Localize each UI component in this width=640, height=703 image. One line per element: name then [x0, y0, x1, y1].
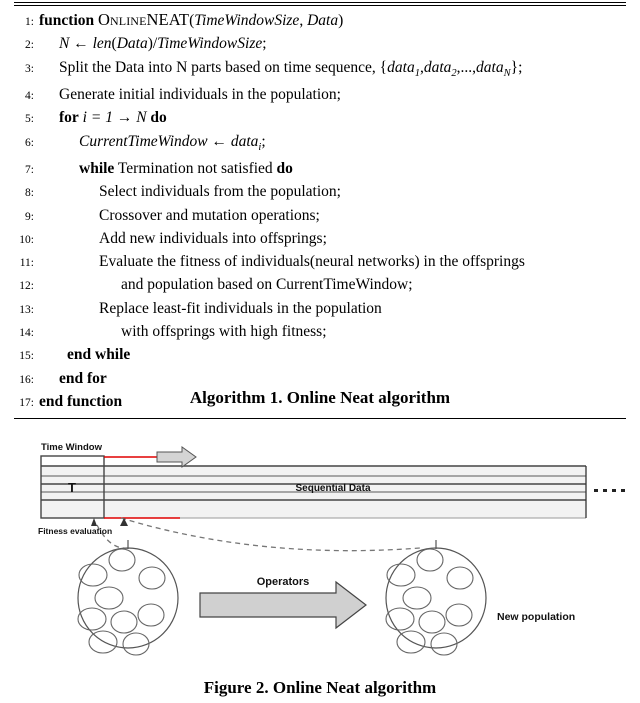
algorithm-caption: Algorithm 1. Online Neat algorithm	[189, 388, 451, 407]
sequential-data-label: Sequential Data	[295, 483, 371, 494]
line-number: 11:	[19, 257, 34, 270]
line-content: Crossover and mutation operations;	[99, 206, 320, 224]
algorithm-line-8	[0, 181, 640, 204]
semicolon: ;	[262, 35, 267, 53]
line-number: 12:	[19, 280, 34, 293]
fn-len: len	[92, 35, 112, 53]
line-content: Generate initial individuals in the population;	[59, 85, 341, 103]
while-condition: Termination not satisfied	[117, 159, 273, 177]
line-content: Split the Data into N parts based on time sequence, {data$_1$,data$_2$,...,data$_N$};	[59, 58, 523, 79]
keyword-while: while	[79, 159, 115, 177]
line-number: 15:	[19, 350, 34, 363]
time-window-box-label: T	[68, 480, 76, 495]
var-n: N	[59, 35, 70, 53]
line-number: 17:	[19, 396, 34, 409]
keyword-for: for	[59, 109, 79, 127]
population-left	[78, 548, 178, 655]
algorithm-line-15	[0, 344, 640, 367]
keyword-do: do	[276, 159, 293, 177]
algorithm-line-5	[0, 107, 640, 130]
line-number: 13:	[19, 303, 34, 316]
line-number: 10:	[19, 233, 34, 246]
data-i-sub: i	[258, 141, 262, 153]
line-content: end while	[67, 346, 131, 364]
line-number: 1:	[25, 16, 34, 28]
line-number: 5:	[25, 113, 34, 126]
algorithm-line-14	[0, 321, 640, 344]
individual-node	[139, 567, 165, 589]
data-1-sub: 1	[414, 67, 420, 79]
figure-diagram	[0, 430, 640, 675]
paren-close: )	[338, 12, 344, 29]
individual-node	[446, 604, 472, 626]
line-content: Evaluate the fitness of individuals(neural networks) in the offsprings	[99, 253, 525, 271]
algorithm-line-12	[0, 274, 640, 297]
line-content	[39, 107, 640, 128]
fitness-evaluation-label: Fitness evaluation	[38, 526, 113, 536]
line-number: 9:	[25, 210, 34, 223]
individual-node	[138, 604, 164, 626]
arg-data: Data	[116, 35, 148, 53]
line-number: 7:	[25, 163, 34, 176]
line-content: Select individuals from the population;	[99, 183, 341, 201]
algorithm-line-4	[0, 84, 640, 107]
keyword-function: function	[39, 12, 95, 29]
line-content: end function	[39, 392, 123, 410]
fitness-arrowhead-right	[120, 518, 128, 526]
line-content: with offsprings with high fitness;	[121, 323, 327, 341]
slide-arrow-icon	[157, 447, 196, 467]
algorithm-top-rule	[14, 2, 626, 3]
individual-node	[111, 611, 137, 633]
line-content: and population based on CurrentTimeWindow;	[121, 276, 413, 294]
algorithm-line-10	[0, 228, 640, 251]
fitness-evaluation-connectors	[97, 518, 420, 551]
assign-arrow: ←	[207, 132, 231, 150]
line-content	[39, 158, 640, 179]
keyword-do: do	[150, 109, 167, 127]
operators-label: Operators	[256, 576, 310, 588]
line-number: 6:	[25, 136, 34, 149]
data-2: data	[423, 58, 452, 76]
algorithm-line-6	[0, 131, 640, 158]
figure-caption: Figure 2. Online Neat algorithm	[203, 678, 437, 697]
algorithm-line-1	[0, 9, 640, 33]
procedure-name: OnlineNEAT	[98, 10, 190, 29]
individual-node	[89, 631, 117, 653]
individual-node	[431, 633, 457, 655]
data-n-sub: N	[503, 67, 511, 79]
arg-time-window-size: TimeWindowSize	[194, 12, 300, 29]
bar-ellipsis	[594, 489, 625, 492]
algorithm-line-2	[0, 33, 640, 56]
data-ellipsis: ,...,	[456, 58, 477, 76]
individual-node	[123, 633, 149, 655]
data-2-sub: 2	[451, 67, 457, 79]
line-content	[39, 9, 640, 31]
operators-arrow-icon	[200, 582, 366, 628]
line-content	[39, 33, 640, 54]
algorithm-lines	[0, 6, 640, 414]
algorithm-line-13	[0, 298, 640, 321]
split-text: Split the Data into N parts based on time sequence, {	[59, 58, 388, 76]
brace-close: };	[510, 58, 523, 76]
algorithm-line-11	[0, 251, 640, 274]
line-number: 4:	[25, 89, 34, 102]
individual-node	[417, 549, 443, 571]
data-i: data	[230, 132, 259, 150]
individual-node	[403, 587, 431, 609]
line-content: end for	[59, 369, 107, 387]
data-n: data	[476, 58, 504, 76]
line-number: 14:	[19, 327, 34, 340]
line-content	[39, 131, 640, 158]
individual-node	[109, 549, 135, 571]
algorithm-line-7	[0, 158, 640, 181]
fitness-arrowhead-left	[91, 518, 97, 526]
paren-open: (	[111, 35, 117, 53]
individual-node	[447, 567, 473, 589]
algorithm-line-9	[0, 205, 640, 228]
individual-node	[397, 631, 425, 653]
algorithm-line-3	[0, 57, 640, 84]
data-1: data	[387, 58, 415, 76]
individual-node	[419, 611, 445, 633]
semicolon: ;	[261, 132, 266, 150]
line-number: 2:	[25, 39, 34, 52]
line-number: 3:	[25, 62, 34, 75]
individual-node	[95, 587, 123, 609]
assign-arrow: ←	[69, 35, 93, 53]
arg-time-window-size: TimeWindowSize	[157, 35, 263, 53]
loop-range: i = 1 → N	[82, 109, 147, 127]
arg-data: Data	[307, 12, 339, 29]
algorithm-bottom-rule	[14, 418, 626, 419]
line-content: Add new individuals into offsprings;	[99, 229, 327, 247]
divide-op: )/	[147, 35, 158, 53]
paren-open: (	[189, 12, 195, 29]
line-number: 16:	[19, 373, 34, 386]
population-right	[386, 548, 486, 655]
line-number: 8:	[25, 187, 34, 200]
new-population-label: New population	[497, 611, 576, 623]
line-content: Replace least-fit individuals in the population	[99, 299, 382, 317]
arg-separator: ,	[299, 12, 308, 29]
var-current-time-window: CurrentTimeWindow	[79, 132, 208, 150]
time-window-label: Time Window	[41, 442, 102, 453]
